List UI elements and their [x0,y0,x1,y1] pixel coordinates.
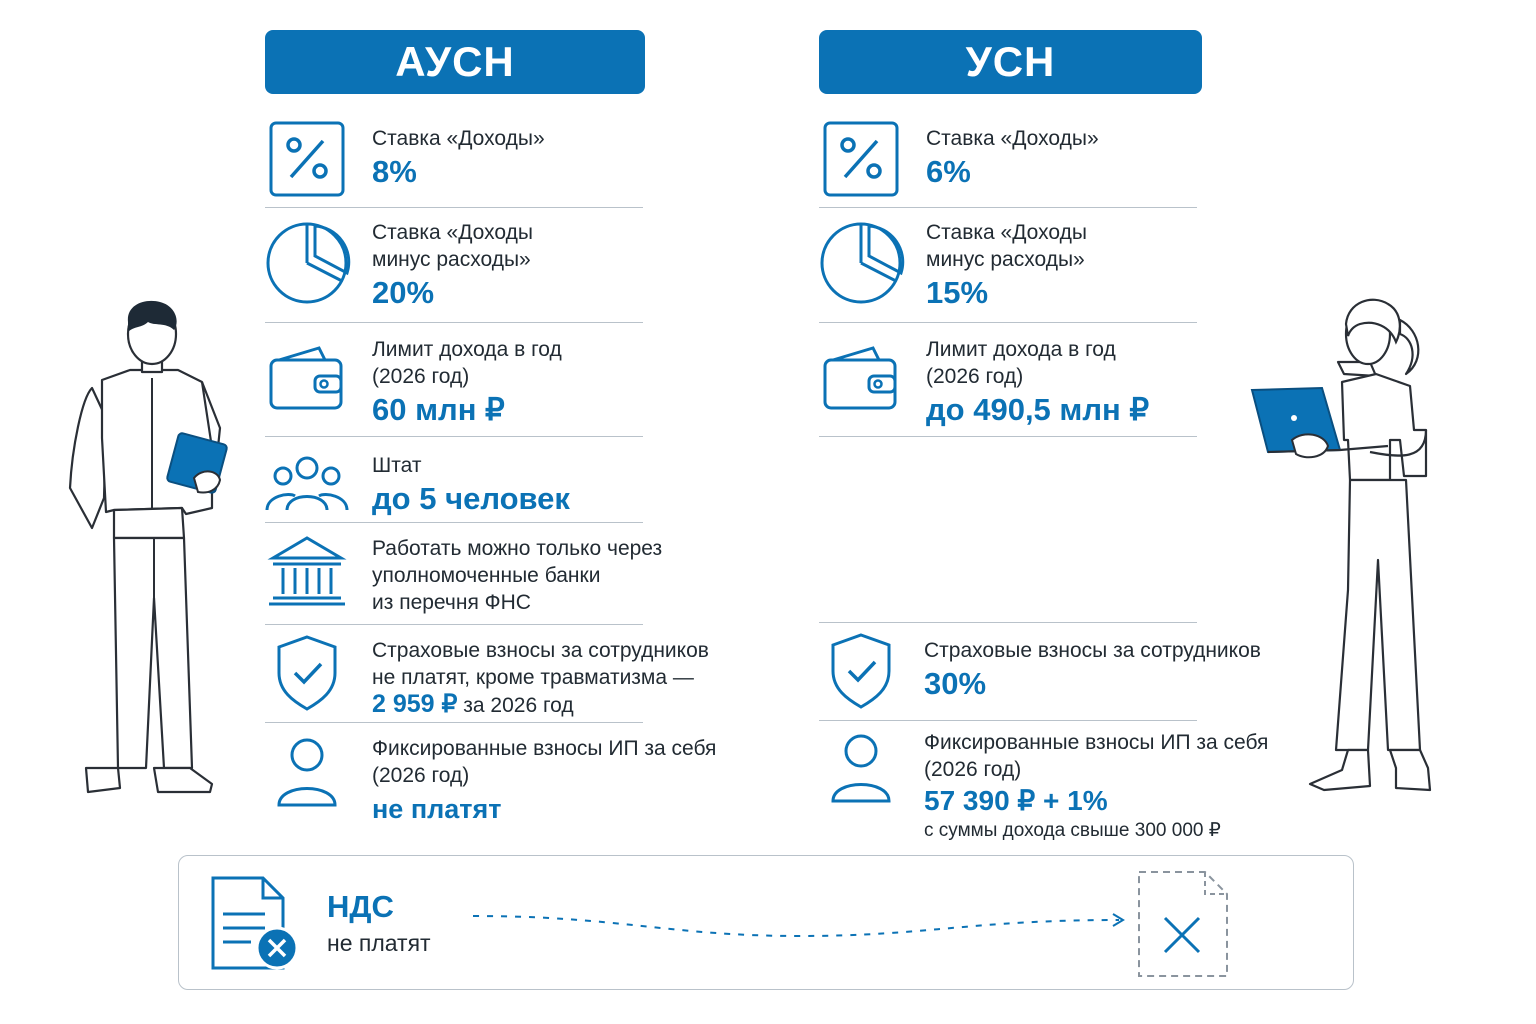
ausn-income-rate-row [265,117,643,208]
usn-fixed-label-1: Фиксированные взносы ИП за себя [924,731,1269,754]
percent-icon [819,119,903,199]
percent-icon [265,119,349,199]
ausn-limit-value: 60 млн ₽ [372,392,505,427]
shield-check-icon [265,635,349,715]
usn-fixed-note: с суммы дохода свыше 300 000 ₽ [924,820,1221,841]
ausn-banks-label-2: уполномоченные банки [372,564,601,587]
man-with-tablet-illustration [62,298,242,798]
ausn-income-limit-row [265,324,643,437]
woman-with-laptop-illustration [1250,290,1460,800]
ausn-fixed-label-2: (2026 год) [372,764,470,787]
ausn-income-rate-label: Ставка «Доходы» [372,127,545,150]
bank-icon [265,534,349,614]
usn-fixed-contrib-row [819,721,1269,851]
nds-panel [178,855,1354,990]
people-icon [265,450,349,530]
ausn-insurance-label-2: не платят, кроме травматизма — [372,666,694,689]
ausn-banks-row [265,524,663,622]
user-icon [265,735,349,815]
usn-insurance-value: 30% [924,666,987,701]
usn-fixed-value: 57 390 ₽ + 1% [924,785,1108,816]
usn-limit-value: до 490,5 млн ₽ [926,392,1150,427]
ausn-banks-label-3: из перечня ФНС [372,591,531,614]
usn-income-limit-row [819,324,1197,437]
ausn-limit-label-2: (2026 год) [372,365,470,388]
pie-chart-icon [265,223,349,303]
ausn-fixed-value: не платят [372,794,502,824]
usn-fixed-label-2: (2026 год) [924,758,1022,781]
usn-column [819,30,1269,841]
shield-check-icon [819,633,903,713]
usn-ime-label-1: Ставка «Доходы [926,221,1087,244]
nds-title: НДС [327,889,394,924]
ausn-fixed-contrib-row [265,723,717,824]
ausn-fixed-label-1: Фиксированные взносы ИП за себя [372,737,717,760]
ausn-staff-row [265,438,643,523]
ausn-insurance-suffix: за 2026 год [463,694,574,717]
user-icon [819,731,903,811]
ausn-column [265,30,717,824]
ausn-ime-label-2: минус расходы» [372,248,531,271]
usn-limit-label-1: Лимит дохода в год [926,338,1116,361]
pie-chart-icon [819,223,903,303]
usn-income-rate-row [819,117,1197,208]
ausn-income-rate-value: 8% [372,154,417,189]
nds-subtitle: не платят [327,930,431,956]
usn-income-rate-label: Ставка «Доходы» [926,127,1099,150]
ausn-ime-value: 20% [372,275,435,310]
usn-ime-label-2: минус расходы» [926,248,1085,271]
ausn-staff-value: до 5 человек [372,481,570,516]
ausn-insurance-label-1: Страховые взносы за сотрудников [372,639,709,662]
document-cross-icon [207,874,297,974]
usn-insurance-label: Страховые взносы за сотрудников [924,639,1261,662]
ausn-staff-label: Штат [372,454,422,477]
ausn-banks-label-1: Работать можно только через [372,537,663,560]
empty-document-cross-icon [1135,868,1231,980]
usn-income-minus-expenses-row [819,209,1197,323]
ausn-insurance-amount: 2 959 ₽ [372,690,458,718]
ausn-header: АУСН [265,30,645,94]
wallet-icon [265,338,349,418]
ausn-insurance-row [265,624,709,723]
ausn-income-minus-expenses-row [265,209,643,323]
ausn-limit-label-1: Лимит дохода в год [372,338,562,361]
ausn-ime-label-1: Ставка «Доходы [372,221,533,244]
dashed-arrow [469,896,1129,946]
usn-limit-label-2: (2026 год) [926,365,1024,388]
wallet-icon [819,338,903,418]
usn-ime-value: 15% [926,275,989,310]
usn-insurance-row [819,622,1261,721]
usn-header: УСН [819,30,1202,94]
usn-income-rate-value: 6% [926,154,971,189]
